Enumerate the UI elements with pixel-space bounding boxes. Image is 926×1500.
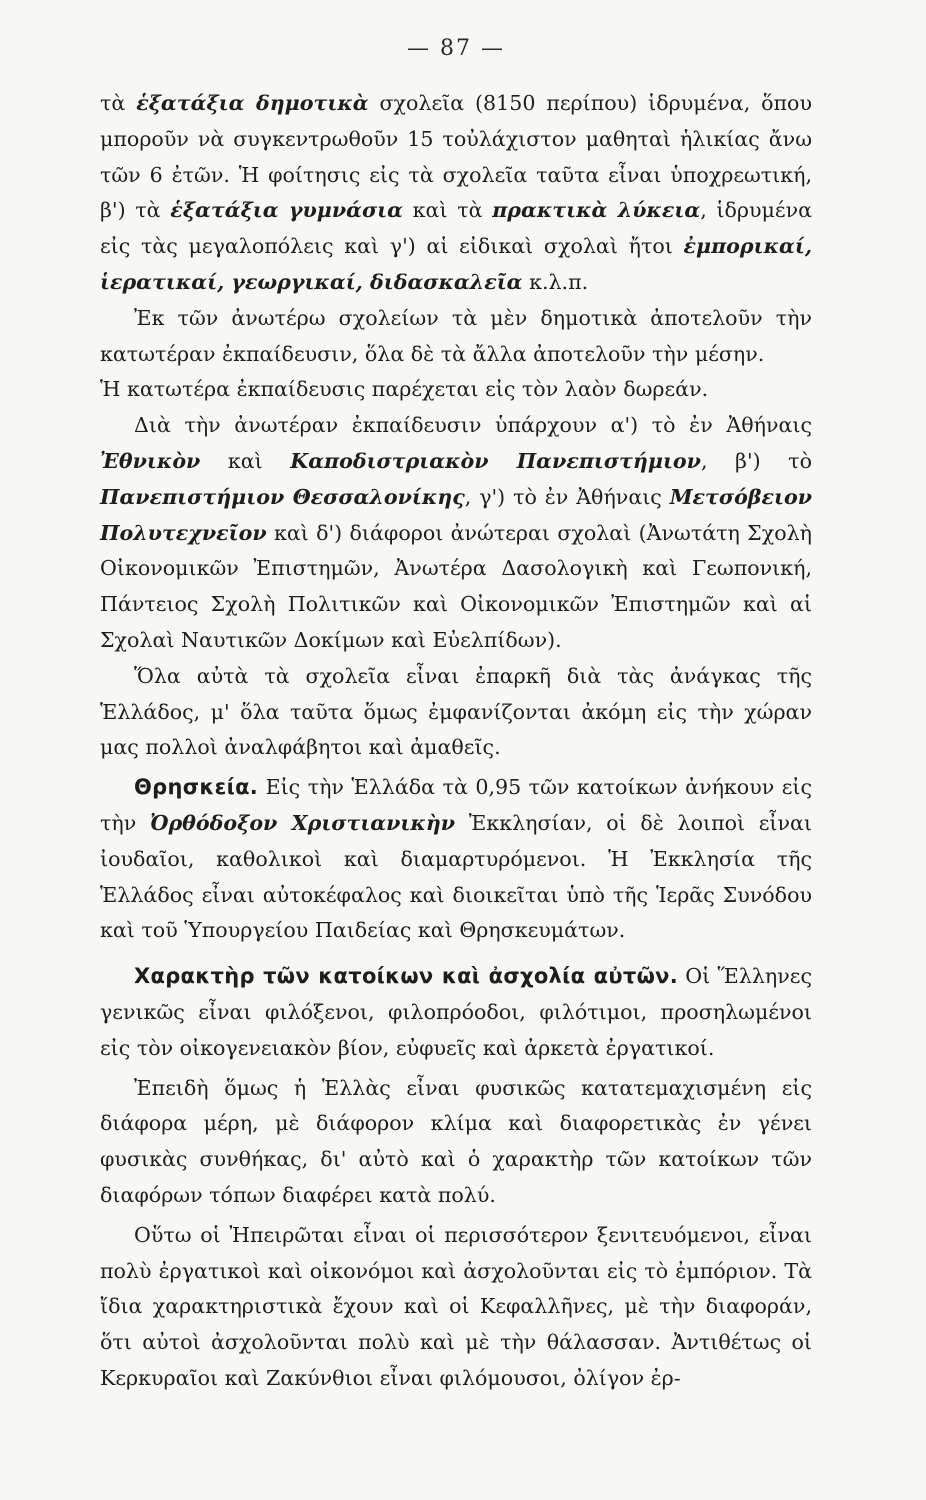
emphasis-term: Καποδιστριακὸν Πανεπιστήμιον <box>290 448 701 473</box>
text-run: κ.λ.π. <box>522 269 589 294</box>
emphasis-term: Μετσόβειον Πολυτεχνεῖον <box>100 484 812 545</box>
text-run: καὶ τὰ <box>402 198 493 223</box>
paragraph-character <box>100 959 812 1066</box>
text-run: , β') τὸ <box>700 448 812 473</box>
section-heading-religion: Θρησκεία. <box>134 775 259 800</box>
paragraph-religion <box>100 770 812 949</box>
emphasis-term: πρακτικὰ λύκεια <box>492 198 701 223</box>
emphasis-term: ἑξατάξια γυμνάσια <box>170 198 403 223</box>
emphasis-term: ἑξατάξια δημοτικὰ <box>136 91 369 115</box>
text-run: καὶ <box>200 448 291 473</box>
emphasis-term: Πανεπιστήμιον Θεσσαλονίκης <box>100 484 465 509</box>
page-number: — 87 — <box>407 36 505 61</box>
paragraph-higher-education <box>100 408 812 659</box>
body-text <box>100 86 812 1397</box>
emphasis-term: Ἐθνικὸν <box>100 448 201 473</box>
text-run: τὰ <box>100 91 137 115</box>
section-heading-character: Χαρακτὴρ τῶν κατοίκων καὶ ἀσχολία αὐτῶν. <box>134 964 679 989</box>
emphasis-term: ἐμπορικαί, ἱερατικαί, γεωργικαί, διδασκαλεῖα <box>100 234 812 294</box>
paragraph-schools-list <box>100 86 812 301</box>
paragraph-epirus-kefalonia: Οὕτω οἱ Ἠπειρῶται εἶναι οἱ περισσότερον ξενιτευόμενοι, εἶναι πολὺ ἐργατικοὶ καὶ οἰκονόμοι καὶ ἀσχολοῦνται εἰς τὸ ἐμπόριον. Τὰ ἴδια χαρακτηριστικὰ ἔχουν καὶ οἱ Κεφαλλῆνες, μὲ τὴν διαφοράν, ὅτι αὐτοὶ ἀσχολοῦνται πολὺ καὶ μὲ τὴν θάλασσαν. Ἀντιθέτως οἱ Κερκυραῖοι καὶ Ζακύνθιοι εἶναι φιλόμουσοι, ὀλίγον ἐρ- <box>100 1222 812 1390</box>
emphasis-term: Ὀρθόδοξον Χριστιανικὴν <box>149 810 456 835</box>
text-run: σχολεῖα (8150 περίπου) ἱδρυμένα, ὅπου μποροῦν νὰ συγκεντρωθοῦν 15 τοὐλάχιστον μαθηταὶ ἡλικίας ἄνω τῶν 6 ἐτῶν. Ἡ φοίτησις εἰς τὰ σχολεῖα ταῦτα εἶναι ὑποχρεωτική, β') τὰ <box>100 91 812 223</box>
text-run: Εἰς τὴν Ἑλλάδα τὰ 0,95 τῶν κατοίκων ἀνήκουν εἰς τὴν <box>100 775 812 835</box>
text-run: Διὰ τὴν ἀνωτέραν ἐκπαίδευσιν ὑπάρχουν α') τὸ ἐν Ἀθήναις <box>134 413 812 438</box>
paragraph-regional-differences: Ἐπειδὴ ὅμως ἡ Ἑλλὰς εἶναι φυσικῶς κατατεμαχισμένη εἰς διάφορα μέρη, μὲ διάφορον κλίμα καὶ διαφορετικὰς ἐν γένει φυσικὰς συνθήκας, δι' αὐτὸ καὶ ὁ χαρακτὴρ τῶν κατοίκων τῶν διαφόρων τόπων διαφέρει κατὰ πολύ. <box>100 1075 812 1207</box>
paragraph-free-education: Ἡ κατωτέρα ἐκπαίδευσις παρέχεται εἰς τὸν λαὸν δωρεάν. <box>100 377 709 402</box>
text-run: καὶ δ') διάφοροι ἀνώτεραι σχολαὶ (Ἀνωτάτη Σχολὴ Οἰκονομικῶν Ἐπιστημῶν, Ἀνωτέρα Δασολογικὴ καὶ Γεωπονική, Πάντειος Σχολὴ Πολιτικῶν καὶ Οἰκονομικῶν Ἐπιστημῶν καὶ αἱ Σχολαὶ Ναυτικῶν Δοκίμων καὶ Εὐελπίδων). <box>100 520 812 652</box>
text-run: Ἐκκλησίαν, οἱ δὲ λοιποὶ εἶναι ἰουδαῖοι, καθολικοὶ καὶ διαμαρτυρόμενοι. Ἡ Ἐκκλησία τῆς Ἑλλάδος εἶναι αὐτοκέφαλος καὶ διοικεῖται ὑπὸ τῆς Ἱερᾶς Συνόδου καὶ τοῦ Ὑπουργείου Παιδείας καὶ Θρησκευμάτων. <box>100 810 812 943</box>
paragraph-education-levels: Ἐκ τῶν ἀνωτέρω σχολείων τὰ μὲν δημοτικὰ ἀποτελοῦν τὴν κατωτέραν ἐκπαίδευσιν, ὅλα δὲ τὰ ἄλλα ἀποτελοῦν τὴν μέσην. <box>100 305 812 366</box>
text-run: , γ') τὸ ἐν Ἀθήναις <box>464 484 670 509</box>
text-run: , ἱδρυμένα εἰς τὰς μεγαλοπόλεις καὶ γ') αἱ εἰδικαὶ σχολαὶ ἤτοι <box>100 198 813 259</box>
paragraph-illiteracy: Ὅλα αὐτὰ τὰ σχολεῖα εἶναι ἐπαρκῆ διὰ τὰς ἀνάγκας τῆς Ἑλλάδος, μ' ὅλα ταῦτα ὅμως ἐμφανίζονται ἀκόμη εἰς τὴν χώραν μας πολλοὶ ἀναλφάβητοι καὶ ἀμαθεῖς. <box>100 663 812 760</box>
book-page <box>100 0 812 1500</box>
text-run: Οἱ Ἕλληνες γενικῶς εἶναι φιλόξενοι, φιλοπρόοδοι, φιλότιμοι, προσηλωμένοι εἰς τὸν οἰκογενειακὸν βίον, εὐφυεῖς καὶ ἀρκετὰ ἐργατικοί. <box>100 964 812 1060</box>
